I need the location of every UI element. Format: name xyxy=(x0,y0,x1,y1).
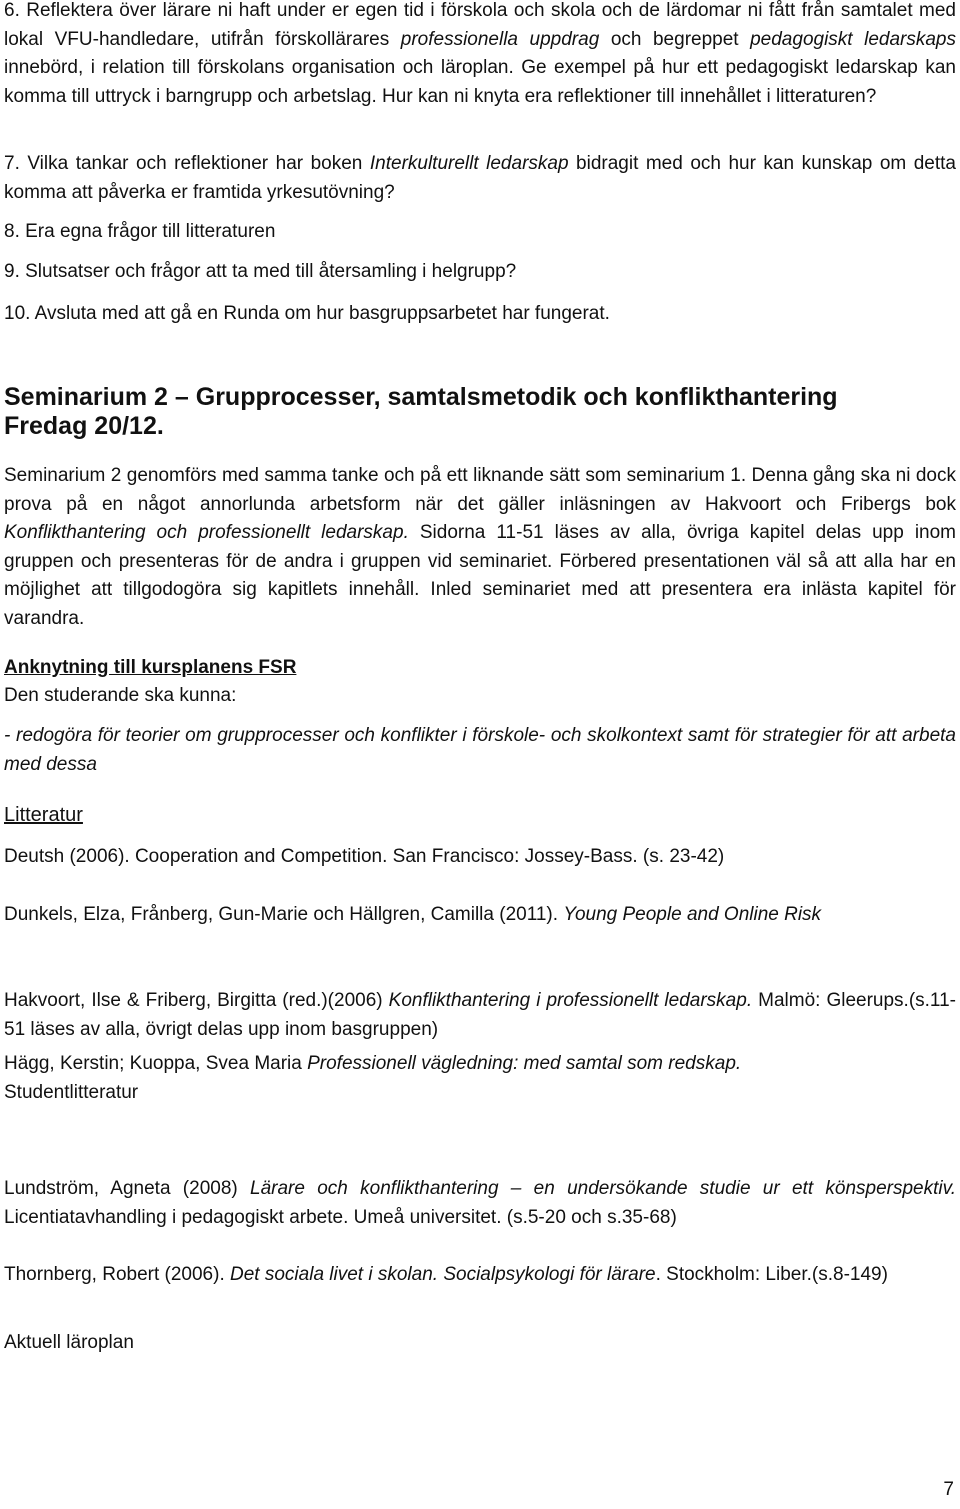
reference-thornberg-publisher: . Stockholm: Liber.(s.8-149) xyxy=(655,1264,888,1285)
reference-deutsh: Deutsh (2006). Cooperation and Competition. San Francisco: Jossey-Bass. (s. 23-42) xyxy=(4,846,725,867)
reference-lundstrom-details: Licentiatavhandling i pedagogiskt arbete. Umeå universitet. (s.5-20 och s.35-68) xyxy=(4,1206,677,1228)
reference-dunkels-title: Young People and Online Risk xyxy=(563,904,822,925)
question-6-text-3: innebörd, i relation till förskolans organisation och läroplan. Ge exempel på hur ett pedagogiskt ledarskap kan komma till uttryck i barngrupp och arbetslag. Hur kan ni knyta era reflektioner till innehållet i litteraturen? xyxy=(4,57,956,107)
reference-hakvoort-authors: Hakvoort, Ilse & Friberg, Birgitta (red.)(2006) xyxy=(4,990,389,1011)
reference-lundstrom-title: Lärare och konflikthantering – en undersökande studie ur ett könsperspektiv. xyxy=(250,1178,956,1199)
seminar-title xyxy=(4,383,956,441)
reference-lundstrom xyxy=(4,1175,956,1232)
seminar-title-line-2: Fredag 20/12. xyxy=(4,412,164,440)
reference-thornberg-authors: Thornberg, Robert (2006). xyxy=(4,1264,231,1285)
question-6-text: 6. Reflektera över lärare ni haft under er egen tid i förskola och skola och de lärdomar ni fått från samtalet med lokal VFU-handledare, utifrån förskollärares xyxy=(4,0,956,50)
question-7-text-2: bidragit med och hur kan kunskap om detta komma att påverka er framtida yrkesutövning? xyxy=(4,153,956,203)
question-10: 10. Avsluta med att gå en Runda om hur basgruppsarbetet har fungerat. xyxy=(4,303,610,324)
fsr-subline: Den studerande ska kunna: xyxy=(4,685,237,706)
fsr-heading: Anknytning till kursplanens FSR xyxy=(4,657,297,678)
seminar-intro-text-2: Sidorna 11-51 läses av alla, övriga kapitel delas upp inom gruppen och presenteras för de andra i gruppen vid seminariet. Förbered presentationen väl så att alla har en möjlighet att tillgodogöra sig kapitlets innehåll. Inled seminariet med att presentera era inlästa kapitel för varandra. xyxy=(4,522,957,629)
question-7 xyxy=(4,150,956,207)
seminar-intro xyxy=(4,462,956,633)
reference-hagg-authors: Hägg, Kerstin; Kuoppa, Svea Maria xyxy=(4,1053,308,1074)
literature-heading: Litteratur xyxy=(4,804,83,826)
reference-curriculum: Aktuell läroplan xyxy=(4,1332,134,1353)
question-8: 8. Era egna frågor till litteraturen xyxy=(4,221,276,242)
reference-hakvoort xyxy=(4,987,956,1044)
question-6-emphasis-1: professionella uppdrag xyxy=(400,28,600,50)
seminar-title-line-1: Seminarium 2 – Grupprocesser, samtalsmetodik och konflikthantering xyxy=(4,383,838,411)
reference-thornberg-title: Det sociala livet i skolan. Socialpsykologi för lärare xyxy=(230,1264,656,1285)
reference-dunkels-authors: Dunkels, Elza, Frånberg, Gun-Marie och Hällgren, Camilla (2011). xyxy=(4,904,564,925)
question-9: 9. Slutsatser och frågor att ta med till återsamling i helgrupp? xyxy=(4,261,517,282)
reference-hagg-title: Professionell vägledning: med samtal som redskap. xyxy=(307,1053,742,1074)
reference-lundstrom-authors: Lundström, Agneta (2008) xyxy=(4,1178,251,1199)
reference-thornberg xyxy=(4,1261,956,1290)
reference-dunkels xyxy=(4,901,956,930)
reference-hagg xyxy=(4,1050,956,1107)
question-7-text: 7. Vilka tankar och reflektioner har boken xyxy=(4,153,370,174)
seminar-intro-text: Seminarium 2 genomförs med samma tanke och på ett liknande sätt som seminarium 1. Denna gång ska ni dock prova på en något annorlunda arbetsform när det gäller inläsningen av Hakvoort och Fribergs bok xyxy=(4,465,956,515)
page-number: 7 xyxy=(943,1479,954,1500)
fsr-goal: - redogöra för teorier om grupprocesser och konflikter i förskole- och skolkontext samt för strategier för att arbeta med dessa xyxy=(4,725,956,775)
reference-hakvoort-publisher: Malmö: Gleerups.(s.11-51 läses av alla, övrigt delas upp inom basgruppen) xyxy=(4,990,956,1040)
question-6 xyxy=(4,0,956,111)
question-7-book-title: Interkulturellt ledarskap xyxy=(369,153,569,174)
question-6-text-2: och begreppet xyxy=(599,28,751,50)
reference-hagg-publisher: Studentlitteratur xyxy=(4,1081,139,1103)
reference-hakvoort-title: Konflikthantering i professionellt ledarskap. xyxy=(388,990,753,1011)
seminar-intro-book-title: Konflikthantering och professionellt ledarskap. xyxy=(4,522,409,543)
question-6-emphasis-2: pedagogiskt ledarskaps xyxy=(750,28,956,50)
